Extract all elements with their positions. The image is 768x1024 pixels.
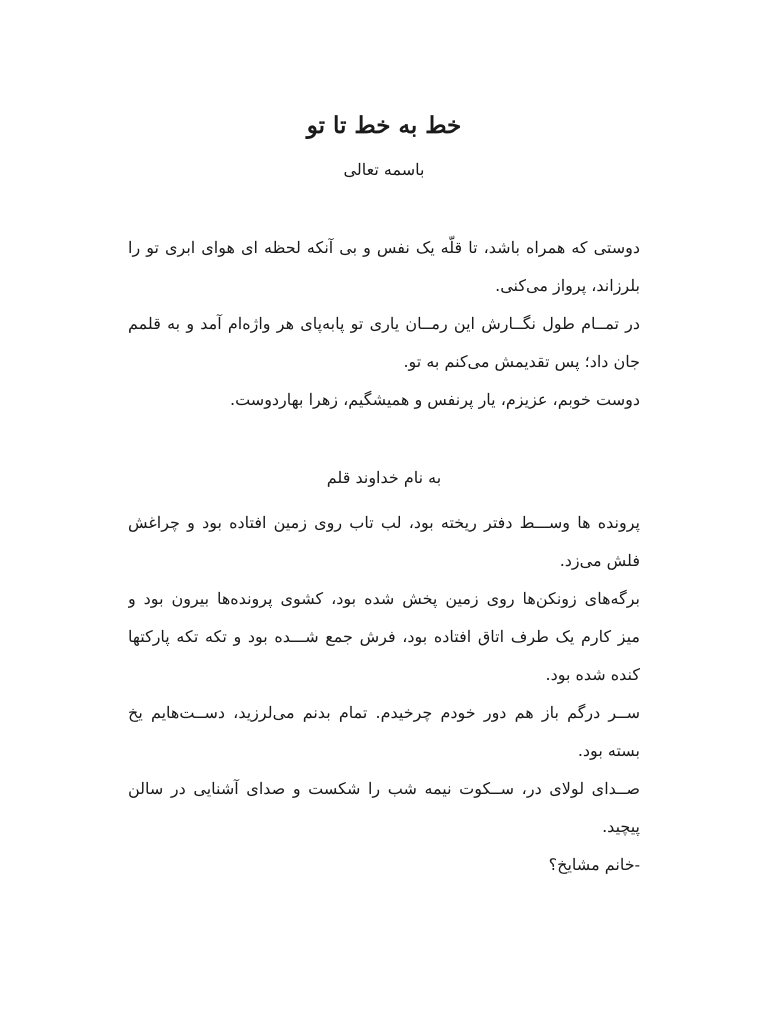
story-line: فلش می‌زد. xyxy=(559,551,640,570)
story-block xyxy=(128,504,640,884)
story-line: پرونده ها وســـط دفتر ریخته بود، لب تاب روی زمین افتاده بود و چراغش xyxy=(128,513,640,532)
story-line: بسته بود. xyxy=(577,741,640,760)
dedication-line: دوست خوبم، عزیزم، یار پرنفس و همیشگیم، زهرا بهاردوست. xyxy=(230,390,640,409)
page-subtitle: باسمه تعالی xyxy=(343,160,425,179)
dedication-line: در تمــام طول نگــارش این رمــان یاری تو پابه‌پای هر واژه‌ام آمد و به قلمم xyxy=(128,314,640,333)
dedication-line: جان داد؛ پس تقدیمش می‌کنم به تو. xyxy=(403,352,640,371)
story-line: کنده شده بود. xyxy=(545,665,640,684)
story-line: میز کارم یک طرف اتاق افتاده بود، فرش جمع شـــده بود و تکه تکه پارکتها xyxy=(128,627,640,646)
story-line: برگه‌های زونکن‌ها روی زمین پخش شده بود، کشوی پرونده‌ها بیرون بود و xyxy=(128,589,640,608)
page-title: خط به خط تا تو xyxy=(306,112,462,139)
story-line: پیچید. xyxy=(602,817,640,836)
story-line: صــدای لولای در، ســکوت نیمه شب را شکست و صدای آشنایی در سالن xyxy=(128,779,640,798)
story-line: -خانم مشایخ؟ xyxy=(548,855,640,874)
story-line: ســر درگم باز هم دور خودم چرخیدم. تمام بدنم می‌لرزید، دســت‌هایم یخ xyxy=(128,703,640,722)
dedication-line: بلرزاند، پرواز می‌کنی. xyxy=(495,276,640,295)
story-heading: به نام خداوند قلم xyxy=(326,468,442,487)
dedication-line: دوستی که همراه باشد، تا قلّه یک نفس و بی آنکه لحظه ای هوای ابری تو را xyxy=(128,238,640,257)
dedication-block xyxy=(128,229,640,419)
